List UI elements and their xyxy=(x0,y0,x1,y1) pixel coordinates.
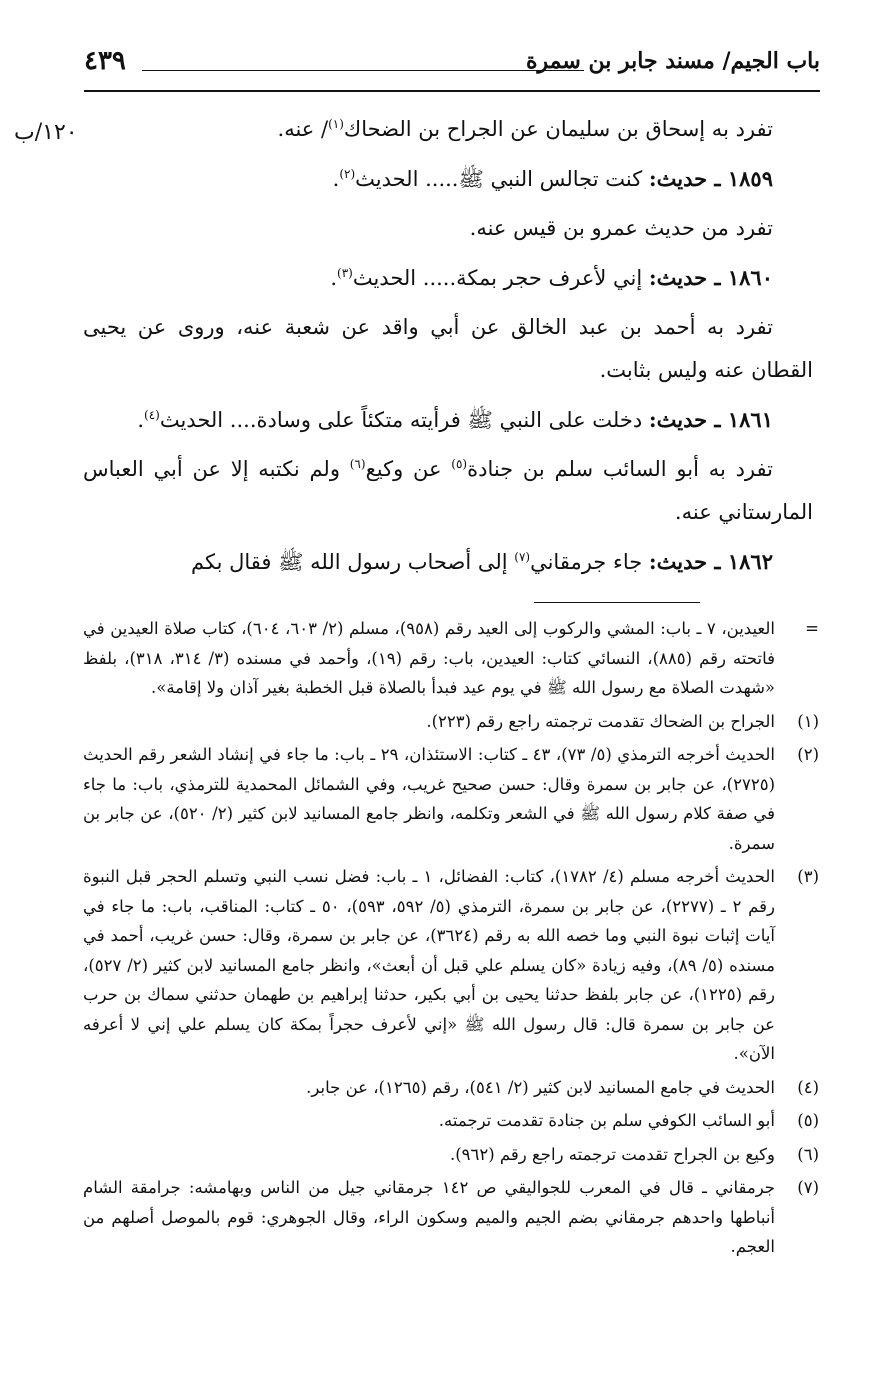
footnote-text: الحديث أخرجه مسلم (٤/ ١٧٨٢)، كتاب: الفضائل، ١ ـ باب: فضل نسب النبي وتسلم الحجر قبل النبوة رقم ٢ ـ (٢٢٧٧)، عن جابر بن سمرة، الترمذي (٥/ ٥٩٢، ٥٩٣)، ٥٠ ـ كتاب: المناقب، باب: ما جاء في آيات إثبات نبوة النبي وما خصه الله به رقم (٣٦٢٤)، عن جابر بن سمرة، وقال: حسن غريب، أحمد في مسنده (٥/ ٨٩)، وفيه زيادة «كان يسلم علي قبل أن أبعث»، وانظر جامع المسانيد لابن كثير (٢/ ٥٢٧)، رقم (١٢٢٥)، عن جابر بلفظ حدثنا يحيى بن أبي بكير، حدثنا إبراهيم بن طهمان حدثني سماك بن حرب عن جابر بن سمرة قال: قال رسول الله ﷺ «إني لأعرف حجراً بمكة كان يسلم علي إني لا أعرفه الآن». xyxy=(83,867,775,1063)
footnote-5 xyxy=(83,1106,819,1136)
footnote-marker: = xyxy=(805,619,819,638)
footnote-text: وكيع بن الجراح تقدمت ترجمته راجع رقم (٩٦٢). xyxy=(449,1144,775,1164)
hadith-number: ١٨٦٠ ـ حديث: xyxy=(648,265,773,290)
page-header xyxy=(84,40,820,90)
footnote-7 xyxy=(83,1173,819,1262)
footnote-marker: (٢) xyxy=(797,745,819,764)
hadith-number: ١٨٥٩ ـ حديث: xyxy=(648,166,773,191)
paragraph-5: تفرد به أحمد بن عبد الخالق عن أبي واقد عن شعبة عنه، وروى عن يحيى القطان عنه وليس بثابت. xyxy=(83,315,813,382)
paragraph-3: تفرد من حديث عمرو بن قيس عنه. xyxy=(469,216,773,240)
footnote-ref[interactable]: (٣) xyxy=(337,266,353,280)
footnote-1 xyxy=(83,707,819,737)
footnote-ref[interactable]: (١) xyxy=(328,117,344,131)
paragraph-7: تفرد به أبو السائب سلم بن جنادة$^{(٥)}$ عن وكيع$^{(٦)}$ ولم نكتبه إلا عن أبي العباس المارستاني عنه. xyxy=(83,457,813,524)
footnotes xyxy=(83,614,819,1266)
footnote-marker: (١) xyxy=(797,711,819,731)
page-number: ٤٣٩ xyxy=(84,46,126,76)
header-rule xyxy=(84,90,820,92)
footnote-marker: (٦) xyxy=(797,1144,819,1164)
footnote-ref[interactable]: (٢) xyxy=(339,167,356,181)
running-title: باب الجيم/ مسند جابر بن سمرة xyxy=(525,48,820,74)
margin-folio-note: ١٢٠/ب xyxy=(14,120,78,145)
footnote-text: جرمقاني ـ قال في المعرب للجواليقي ص ١٤٢ جرمقاني جيل من الناس وبهامشه: جرامقة الشام أنباطها واحدهم جرمقاني بضم الجيم والميم وسكون الراء، وقال الجوهري: قوم بالموصل أصلهم من العجم. xyxy=(83,1178,775,1256)
footnote-marker: (٥) xyxy=(797,1111,819,1130)
hadith-1862: ١٨٦٢ ـ حديث: جاء جرمقاني$^{(٧)}$ إلى أصحاب رسول الله ﷺ فقال بكم xyxy=(191,549,773,574)
footnote-text: الحديث في جامع المسانيد لابن كثير (٢/ ٥٤١)، رقم (١٢٦٥)، عن جابر. xyxy=(306,1077,775,1097)
header-line xyxy=(142,70,584,71)
footnote-marker: (٤) xyxy=(797,1077,819,1097)
hadith-1860: ١٨٦٠ ـ حديث: إني لأعرف حجر بمكة..... الحديث$^{(٣)}$. xyxy=(330,265,773,290)
footnote-ref[interactable]: (٧) xyxy=(514,550,531,564)
footnote-2 xyxy=(83,740,819,858)
footnote-text: أبو السائب الكوفي سلم بن جنادة تقدمت ترجمته. xyxy=(438,1111,775,1130)
hadith-1859: ١٨٥٩ ـ حديث: كنت تجالس النبي ﷺ..... الحديث$^{(٢)}$. xyxy=(332,166,773,191)
main-text xyxy=(83,108,813,590)
hadith-number: ١٨٦١ ـ حديث: xyxy=(648,407,773,432)
hadith-1861: ١٨٦١ ـ حديث: دخلت على النبي ﷺ فرأيته متكئاً على وسادة.... الحديث$^{(٤)}$. xyxy=(137,407,773,432)
footnote-text: العيدين، ٧ ـ باب: المشي والركوب إلى العيد رقم (٩٥٨)، مسلم (٢/ ٦٠٣، ٦٠٤)، كتاب صلاة العيدين في فاتحته رقم (٨٨٥)، النسائي كتاب: العيدين، باب: رقم (١٩)، وأحمد في مسنده (٣/ ٣١٤، ٣١٨)، بلفظ «شهدت الصلاة مع رسول الله ﷺ في يوم عيد فبدأ بالصلاة قبل الخطبة بغير آذان ولا إقامة». xyxy=(83,619,776,697)
footnote-text: الحديث أخرجه الترمذي (٥/ ٧٣)، ٤٣ ـ كتاب: الاستئذان، ٢٩ ـ باب: ما جاء في إنشاد الشعر رقم الحديث (٢٧٢٥)، عن جابر بن سمرة وقال: حسن صحيح غريب، وفي الشمائل المحمدية للترمذي، باب: ما جاء في صفة كلام رسول الله ﷺ في الشعر وتكلمه، وانظر جامع المسانيد لابن كثير (٢/ ٥٢٠)، عن جابر بن سمرة. xyxy=(83,745,776,853)
footnote-ref[interactable]: (٦) xyxy=(349,457,366,471)
footnote-separator xyxy=(534,602,700,603)
hadith-number: ١٨٦٢ ـ حديث: xyxy=(648,549,773,574)
footnote-4 xyxy=(83,1073,819,1103)
footnote-3 xyxy=(83,862,819,1069)
paragraph-1: تفرد به إسحاق بن سليمان عن الجراح بن الضحاك$^{(١)}$/ عنه. xyxy=(277,117,773,141)
footnote-ref[interactable]: (٤) xyxy=(144,408,160,422)
footnote-marker: (٧) xyxy=(797,1178,819,1197)
footnote-6 xyxy=(83,1140,819,1170)
footnote-marker: (٣) xyxy=(797,867,819,886)
footnote-ref[interactable]: (٥) xyxy=(451,457,468,471)
footnote-text: الجراح بن الضحاك تقدمت ترجمته راجع رقم (٢٢٣). xyxy=(426,711,775,731)
footnote-continued xyxy=(83,614,819,703)
